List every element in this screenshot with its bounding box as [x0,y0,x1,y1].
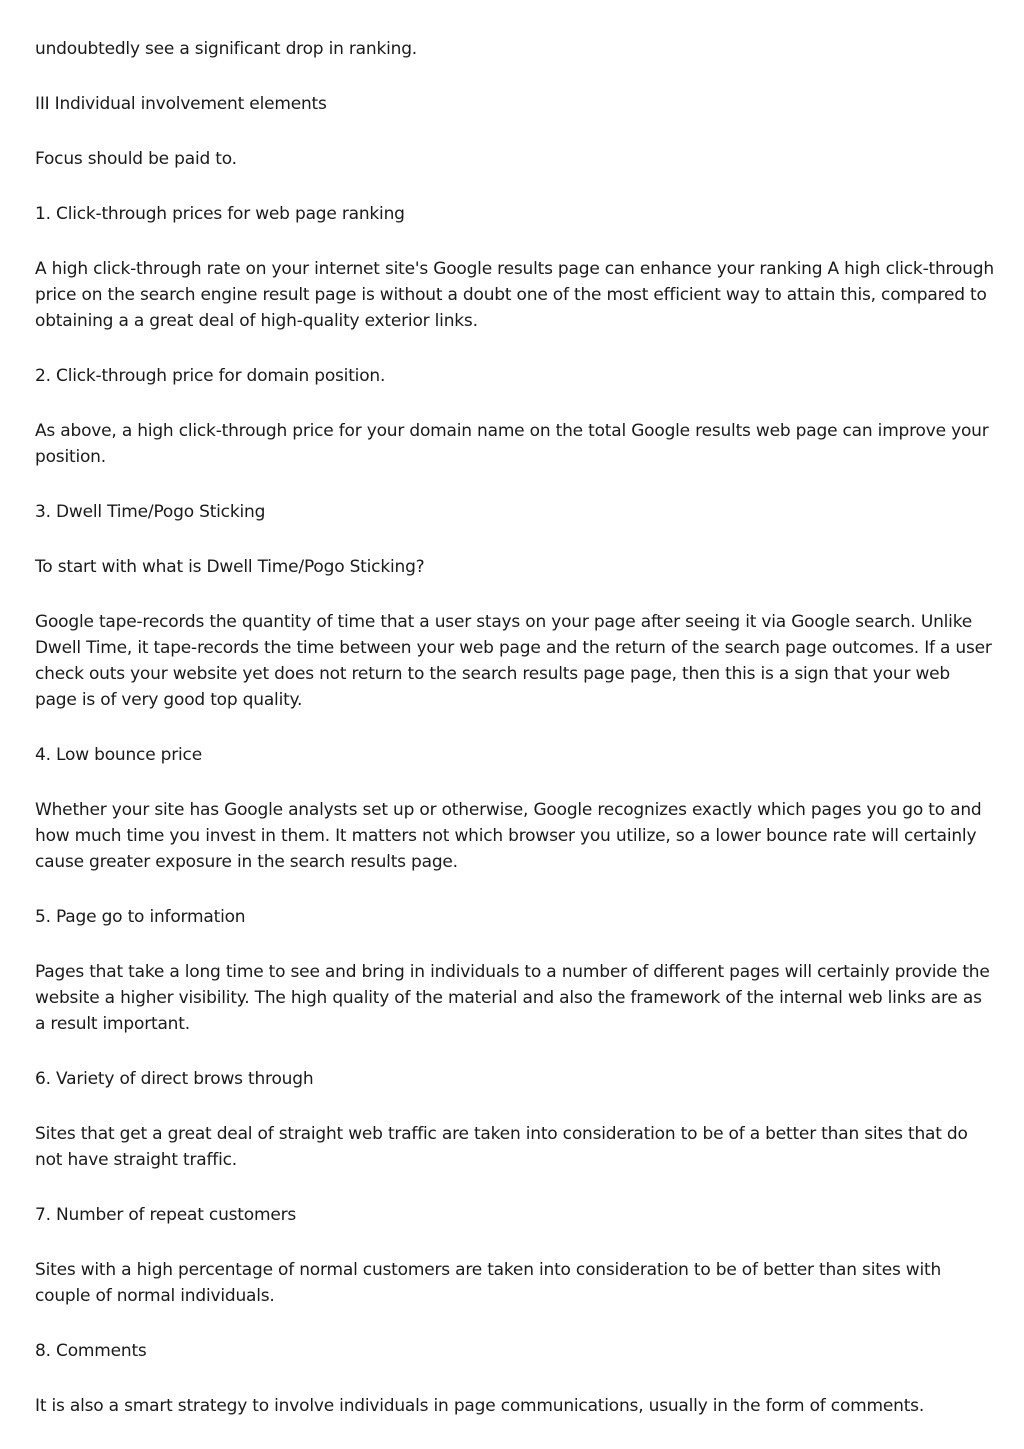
list-heading-5: 5. Page go to information [35,907,246,927]
paragraph: As above, a high click-through price for your domain name on the total Google results web page can improve your position. [35,421,989,467]
list-heading-3: 3. Dwell Time/Pogo Sticking [35,502,266,522]
list-heading-7: 7. Number of repeat customers [35,1205,297,1225]
list-heading-1: 1. Click-through prices for web page ranking [35,204,405,224]
list-heading-6: 6. Variety of direct brows through [35,1069,314,1089]
section-heading: III Individual involvement elements [35,94,327,114]
document-body [35,36,995,1448]
paragraph: Whether your site has Google analysts set up or otherwise, Google recognizes exactly which pages you go to and how much time you invest in them. It matters not which browser you utilize, so a lower bounce rate will certainly cause greater exposure in the search results page. [35,800,982,872]
list-heading-8: 8. Comments [35,1341,147,1361]
paragraph: Sites with a high percentage of normal customers are taken into consideration to be of better than sites with couple of normal individuals. [35,1260,942,1306]
paragraph: Focus should be paid to. [35,149,237,169]
paragraph: Sites that get a great deal of straight web traffic are taken into consideration to be of a better than sites that do not have straight traffic. [35,1124,968,1170]
paragraph: Google tape-records the quantity of time that a user stays on your page after seeing it via Google search. Unlike Dwell Time, it tape-records the time between your web page and the return of the search page outcomes. If a user check outs your website yet does not return to the search results page page, then this is a sign that your web page is of very good top quality. [35,612,992,710]
paragraph: To start with what is Dwell Time/Pogo Sticking? [35,557,425,577]
list-heading-2: 2. Click-through price for domain position. [35,366,386,386]
paragraph: A high click-through rate on your internet site's Google results page can enhance your ranking A high click-through price on the search engine result page is without a doubt one of the most efficient way to attain this, compared to obtaining a a great deal of high-quality exterior links. [35,259,994,331]
paragraph: Pages that take a long time to see and bring in individuals to a number of different pages will certainly provide the website a higher visibility. The high quality of the material and also the framework of the internal web links are as a result important. [35,962,990,1034]
paragraph: It is also a smart strategy to involve individuals in page communications, usually in the form of comments. [35,1396,925,1416]
paragraph-intro-continuation: undoubtedly see a significant drop in ranking. [35,39,418,59]
list-heading-4: 4. Low bounce price [35,745,202,765]
